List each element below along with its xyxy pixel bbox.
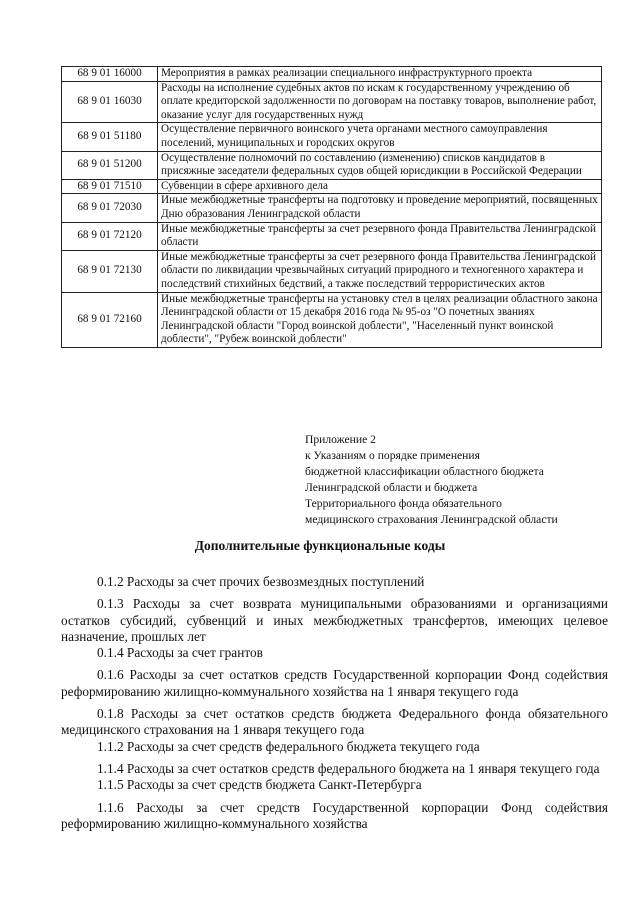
description-cell: Осуществление первичного воинского учета органами местного самоуправления поселений, муниципальных и городских округов [158,123,602,151]
section-title: Дополнительные функциональные коды [194,538,446,553]
table-row [62,292,602,347]
table-row [62,194,602,222]
appendix-line: Ленинградской области и бюджета [305,481,478,494]
code-cell: 68 9 01 72160 [62,292,158,347]
description-cell: Осуществление полномочий по составлению (изменению) списков кандидатов в присяжные заседатели федеральных судов общей юрисдикции в Российской Федерации [158,151,602,179]
code-cell: 68 9 01 72120 [62,222,158,250]
table-row [62,81,602,123]
appendix-line: Приложение 2 [305,433,376,446]
description-cell: Иные межбюджетные трансферты за счет резервного фонда Правительства Ленинградской области [158,222,602,250]
code-cell: 68 9 01 72130 [62,250,158,292]
table-row [62,222,602,250]
code-paragraph: 1.1.4 Расходы за счет остатков средств федерального бюджета на 1 января текущего года [97,760,600,776]
code-paragraph: 0.1.2 Расходы за счет прочих безвозмездных поступлений [97,574,425,589]
description-cell: Субвенции в сфере архивного дела [158,179,602,194]
code-cell: 68 9 01 16000 [62,67,158,82]
code-paragraph: 1.1.2 Расходы за счет средств федерального бюджета текущего года [97,738,480,754]
code-paragraph: 0.1.8 Расходы за счет остатков средств бюджета Федерального фонда обязательного медицинского страхования на 1 января текущего года [61,706,608,738]
code-cell: 68 9 01 51180 [62,123,158,151]
code-paragraph: 1.1.6 Расходы за счет средств Государственной корпорации Фонд содействия реформированию жилищно-коммунального хозяйства [61,799,608,831]
description-cell: Иные межбюджетные трансферты за счет резервного фонда Правительства Ленинградской области по ликвидации чрезвычайных ситуаций природного и техногенного характера и последствий стихийных бедствий, а также последствий террористических актов [158,250,602,292]
description-cell: Расходы на исполнение судебных актов по искам к государственному учреждению об оплате кредиторской задолженности по договорам на поставку товаров, выполнение работ, оказание услуг для государственных нужд [158,81,602,123]
description-cell: Мероприятия в рамках реализации специального инфраструктурного проекта [158,67,602,82]
table-row [62,123,602,151]
appendix-line: бюджетной классификации областного бюджета [305,465,544,478]
appendix-line: медицинского страхования Ленинградской области [305,513,558,526]
table-row [62,250,602,292]
target-codes-table [61,66,602,348]
code-paragraph: 0.1.3 Расходы за счет возврата муниципальными образованиями и организациями остатков субсидий, субвенций и иных межбюджетных трансфертов, имеющих целевое назначение, прошлых лет [61,596,608,644]
code-cell: 68 9 01 72030 [62,194,158,222]
table-row [62,67,602,82]
code-cell: 68 9 01 51200 [62,151,158,179]
appendix-line: к Указаниям о порядке применения [305,449,480,462]
code-cell: 68 9 01 16030 [62,81,158,123]
appendix-line: Территориального фонда обязательного [305,497,502,510]
functional-codes-list [61,574,608,832]
appendix-header [305,432,615,528]
code-paragraph: 0.1.4 Расходы за счет грантов [97,645,263,661]
code-paragraph: 1.1.5 Расходы за счет средств бюджета Санкт-Петербурга [97,777,422,793]
description-cell: Иные межбюджетные трансферты на установку стел в целях реализации областного закона Ленинградской области от 15 декабря 2016 года № 95-оз "О почетных званиях Ленинградской области "Город воинской доблести", "Населенный пункт воинской доблести", "Рубеж воинской доблести" [158,292,602,347]
table-row [62,151,602,179]
code-paragraph: 0.1.6 Расходы за счет остатков средств Государственной корпорации Фонд содействия реформированию жилищно-коммунального хозяйства на 1 января текущего года [61,667,608,699]
table-row [62,179,602,194]
code-cell: 68 9 01 71510 [62,179,158,194]
description-cell: Иные межбюджетные трансферты на подготовку и проведение мероприятий, посвященных Дню образования Ленинградской области [158,194,602,222]
